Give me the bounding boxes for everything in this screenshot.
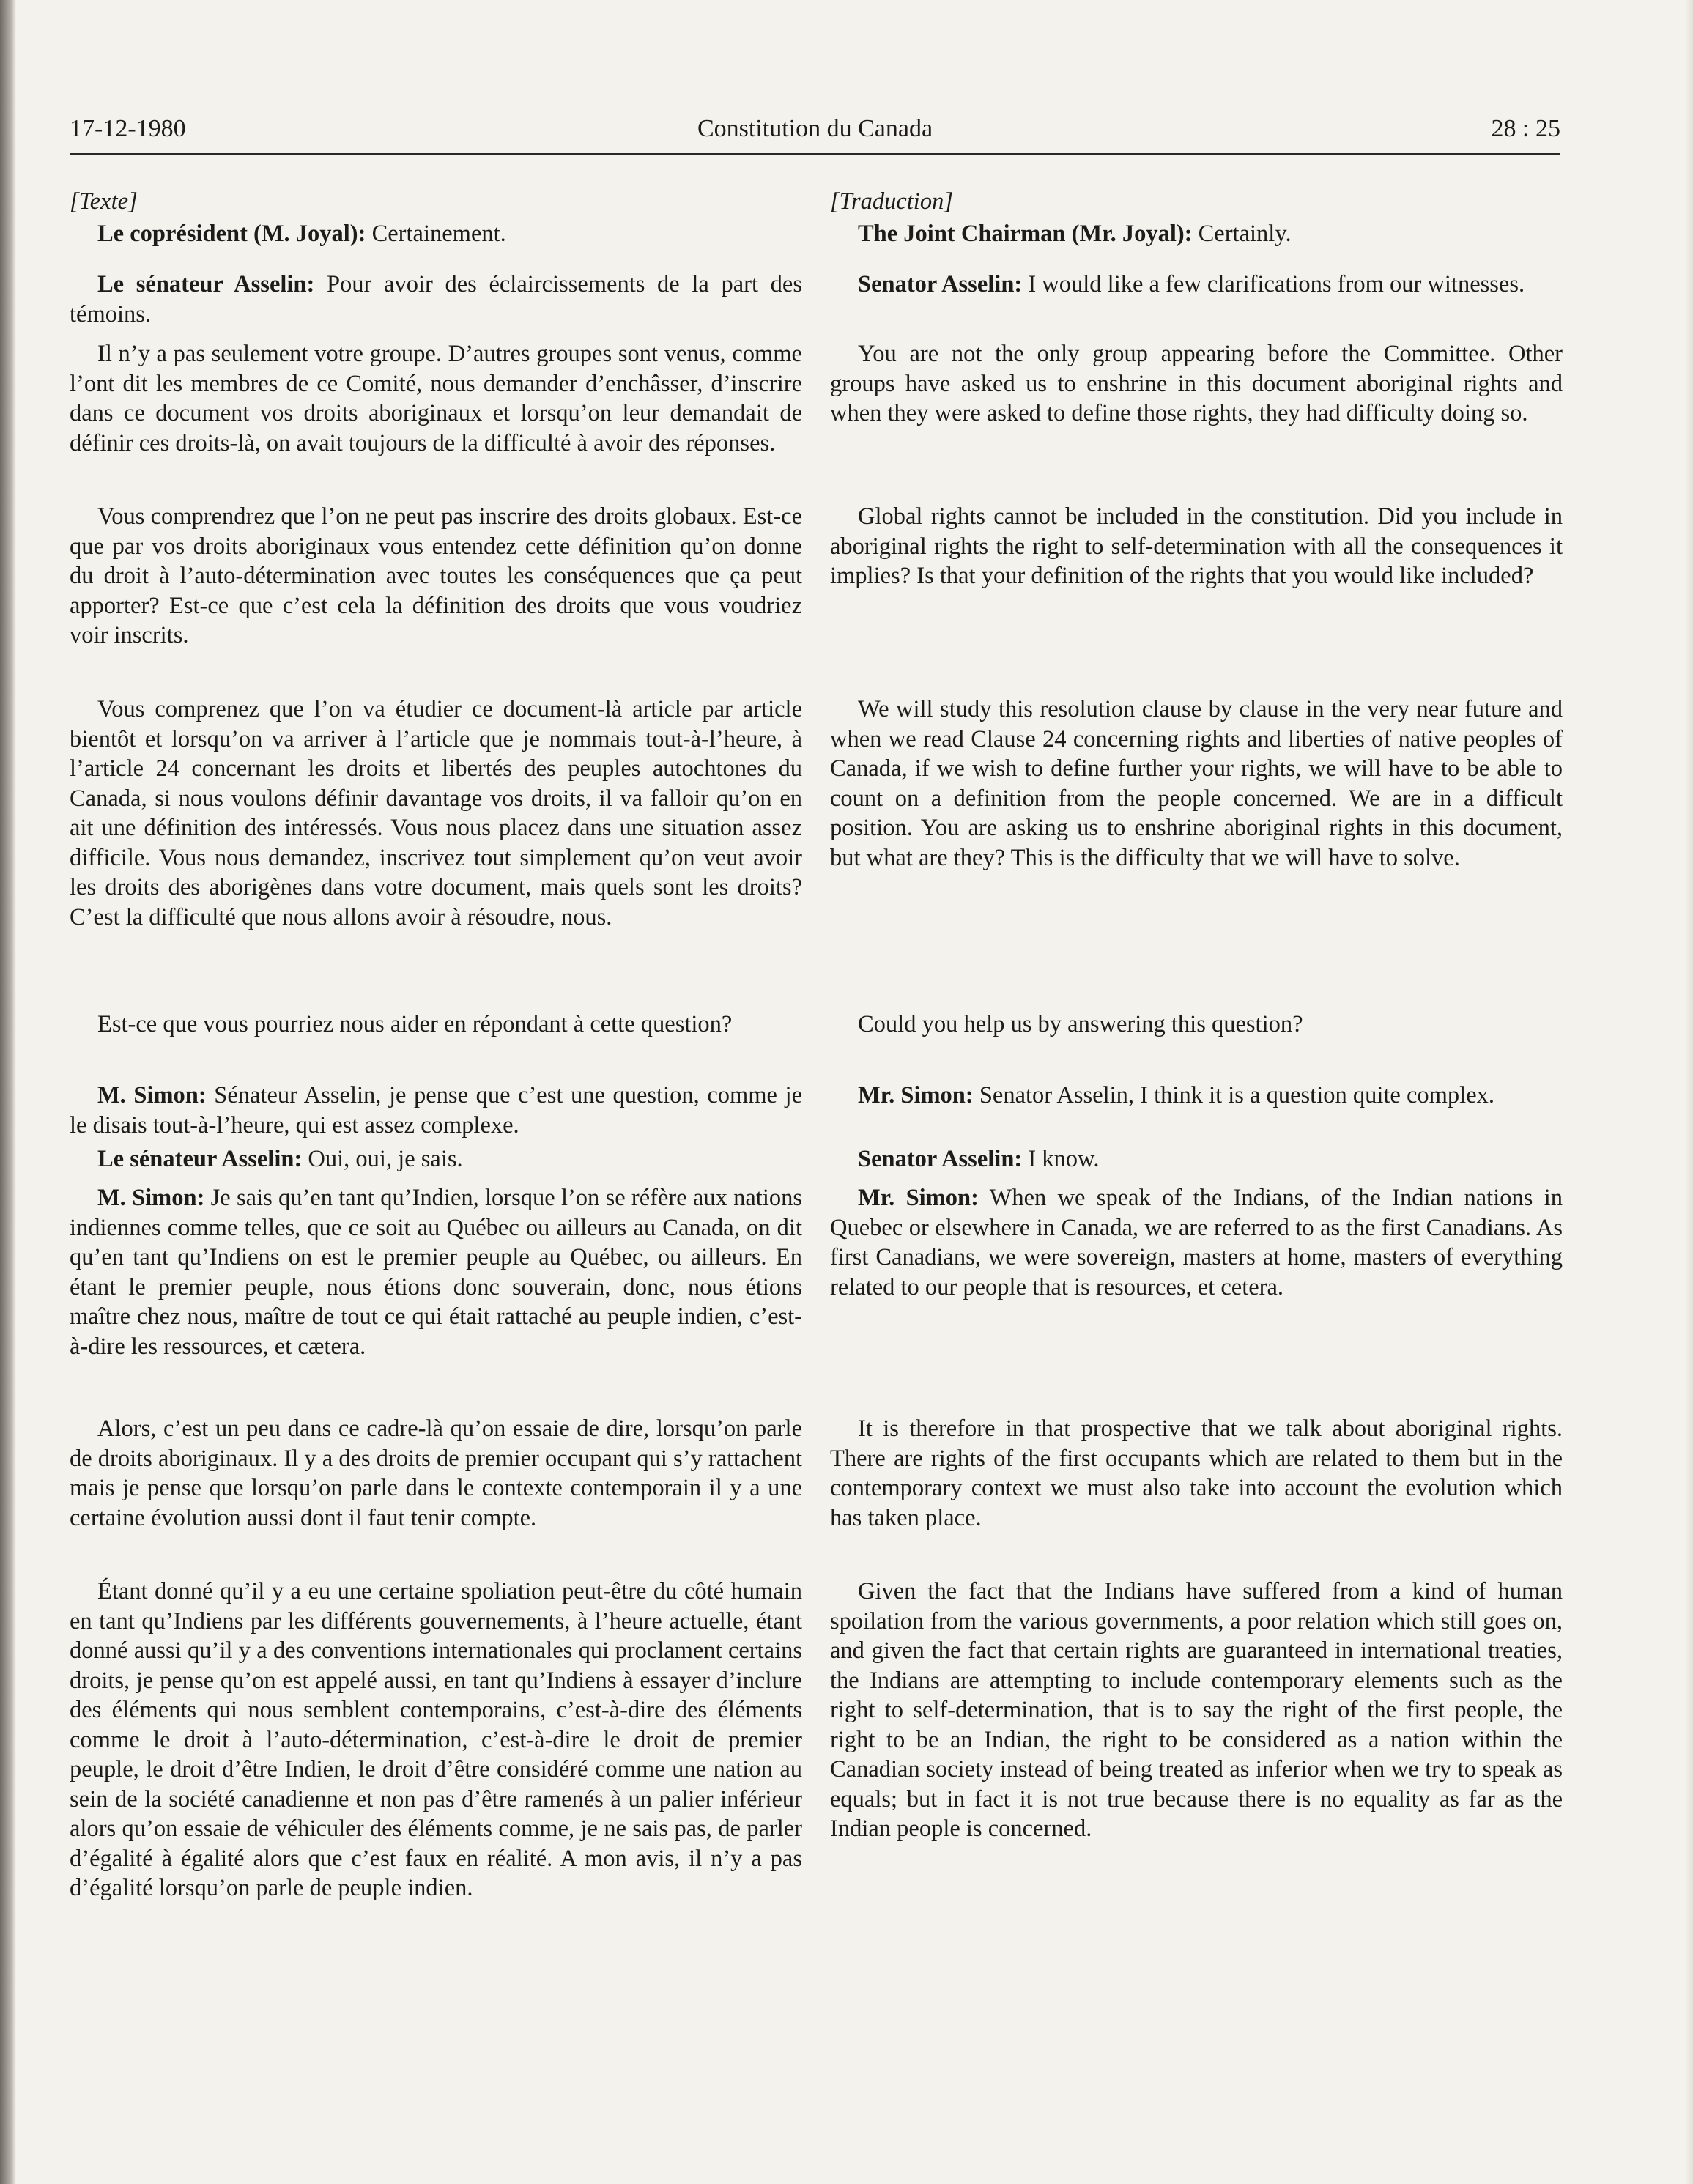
paragraph-4: Global rights cannot be included in the constitution. Did you include in aboriginal rights the right to self-determination with all the consequences it implies? Is that your definition of the rights that you would like included? [830, 503, 1563, 589]
paragraph-11: Given the fact that the Indians have suffered from a kind of human spoilation from the various governments, a poor relation which still goes on, and given the fact that certain rights are guaranteed in international treaties, the Indians are attempting to include contemporary elements such as the right to self-determination, that is to say the right of the first people, the right to be an Indian, the right to be considered as a nation within the Canadian society instead of being treated as inferior when we try to speak as equals; but in fact it is not true because there is no equality as far as the Indian people is concerned. [830, 1578, 1563, 1842]
section-tag-label: Texte [78, 188, 129, 215]
speaker-label: M. Simon: [97, 1082, 207, 1108]
section-tag-texte: [Texte] [70, 188, 138, 215]
speaker-label: Senator Asselin: [858, 1146, 1023, 1172]
header-title: Constitution du Canada [697, 115, 933, 142]
paragraph-8 [70, 1144, 802, 1174]
header-page-number: 28 : 25 [1491, 115, 1560, 142]
paragraph-3: You are not the only group appearing before the Committee. Other groups have asked us to enshrine in this document aboriginal rights and when they were asked to define those rights, they had difficulty doing so. [830, 341, 1563, 426]
speech-text: Je sais qu’en tant qu’Indien, lorsque l’on se réfère aux nations indiennes comme telles, que ce soit au Québec ou ailleurs au Canada, on dit qu’en tant qu’Indiens on est le premier peuple au Québec, ou ailleurs. En étant le premier peuple, nous étions donc souverain, donc, nous étions maître chez nous, maître de tout ce qui était rattaché au peuple indien, c’est-à-dire les ressources, et cætera. [70, 1185, 802, 1360]
speech-text: I know. [1028, 1146, 1100, 1172]
section-tag-traduction: [Traduction] [830, 188, 953, 215]
paragraph-6: Could you help us by answering this question? [858, 1011, 1303, 1037]
speech-text: Certainement. [371, 221, 506, 247]
paragraph-1 [70, 219, 802, 249]
speaker-label: Le sénateur Asselin: [97, 271, 315, 297]
speaker-label: Le coprésident (M. Joyal): [97, 221, 366, 247]
paragraph-1 [830, 219, 1563, 249]
paragraph-11: Étant donné qu’il y a eu une certaine spoliation peut-être du côté humain en tant qu’Indiens par les différents gouvernements, à l’heure actuelle, étant donné aussi qu’il y a des conventions internationales qui proclament certains droits, je pense qu’on est appelé aussi, en tant qu’Indiens à essayer d’inclure des éléments qui nous semblent contemporains, c’est-à-dire des éléments comme le droit à l’auto-détermination, c’est-à-dire le droit de premier peuple, le droit d’être Indien, le droit d’être considéré comme une nation au sein de la société canadienne et non pas d’être ramenés à un palier inférieur alors qu’on essaie de véhiculer des éléments comme, je ne sais pas, de parler d’égalité à égalité alors que c’est faux en réalité. A mon avis, il n’y a pas d’égalité lorsqu’on parle de peuple indien. [70, 1578, 802, 1901]
paragraph-6: Est-ce que vous pourriez nous aider en répondant à cette question? [97, 1011, 733, 1037]
speaker-label: Senator Asselin: [858, 271, 1023, 297]
paragraph-4: Vous comprendrez que l’on ne peut pas inscrire des droits globaux. Est-ce que par vos droits aboriginaux vous entendez cette définition qu’on donne du droit à l’auto-détermination avec toutes les conséquences que ça peut apporter? Est-ce que c’est cela la définition des droits que vous voudriez voir inscrits. [70, 503, 802, 648]
speech-text: Pour avoir des éclaircissements de la part des témoins. [70, 271, 802, 327]
speaker-label: M. Simon: [97, 1185, 205, 1211]
paragraph-7 [830, 1081, 1563, 1111]
page-edge-shadow [1684, 0, 1693, 2184]
paragraph-5: We will study this resolution clause by clause in the very near future and when we read Clause 24 concerning rights and liberties of native peoples of Canada, if we wish to define further your rights, we will have to be able to count on a definition from the people concerned. We are in a difficult position. You are asking us to enshrine aboriginal rights in this document, but what are they? This is the difficulty that we will have to solve. [830, 696, 1563, 871]
running-header [70, 112, 1560, 150]
page-binding-shadow [0, 0, 16, 2184]
speech-text: Sénateur Asselin, je pense que c’est une question, comme je le disais tout-à-l’heure, qui est assez complexe. [70, 1082, 803, 1139]
speech-text: I would like a few clarifications from our witnesses. [1028, 271, 1525, 297]
paragraph-7 [70, 1081, 802, 1140]
section-tag-label: Traduction [839, 188, 944, 215]
speaker-label: Mr. Simon: [858, 1185, 979, 1211]
header-rule [70, 153, 1560, 155]
speaker-label: Mr. Simon: [858, 1082, 974, 1108]
paragraph-5: Vous comprenez que l’on va étudier ce document-là article par article bientôt et lorsqu’on va arriver à l’article que je nommais tout-à-l’heure, à l’article 24 concernant les droits et libertés des peuples autochtones du Canada, si nous voulons définir davantage vos droits, il va falloir qu’on en ait une définition des intéressés. Vous nous placez dans une situation assez difficile. Vous nous demandez, inscrivez tout simplement qu’on veut avoir les droits des aborigènes dans votre document, mais quels sont les droits? C’est la difficulté que nous allons avoir à résoudre, nous. [70, 696, 802, 930]
paragraph-9 [70, 1183, 802, 1361]
paragraph-3: Il n’y a pas seulement votre groupe. D’autres groupes sont venus, comme l’ont dit les membres de ce Comité, nous demander d’enchâsser, d’inscrire dans ce document vos droits aboriginaux et lorsqu’on leur demandait de définir ces droits-là, on avait toujours de la difficulté à avoir des réponses. [70, 341, 802, 456]
speech-text: When we speak of the Indians, of the Indian nations in Quebec or elsewhere in Canada, we are referred to as the first Canadians. As first Canadians, we were sovereign, masters at home, masters of everything related to our people that is resources, et cetera. [830, 1185, 1563, 1300]
speech-text: Oui, oui, je sais. [308, 1146, 463, 1172]
paragraph-10: Alors, c’est un peu dans ce cadre-là qu’on essaie de dire, lorsqu’on parle de droits aboriginaux. Il y a des droits de premier occupant qui s’y rattachent mais je pense que lorsqu’on parle dans le contexte contemporain il y a une certaine évolution aussi dont il faut tenir compte. [70, 1415, 802, 1531]
speech-text: Senator Asselin, I think it is a question quite complex. [979, 1082, 1495, 1108]
paragraph-8 [830, 1144, 1563, 1174]
speaker-label: The Joint Chairman (Mr. Joyal): [858, 221, 1193, 247]
paragraph-9 [830, 1183, 1563, 1302]
speaker-label: Le sénateur Asselin: [97, 1146, 303, 1172]
header-date: 17-12-1980 [70, 115, 186, 142]
paragraph-2 [830, 270, 1563, 300]
speech-text: Certainly. [1198, 221, 1292, 247]
paragraph-10: It is therefore in that prospective that we talk about aboriginal rights. There are rights of the first occupants which are related to them but in the contemporary context we must also take into account the evolution which has taken place. [830, 1415, 1563, 1531]
paragraph-2 [70, 270, 802, 329]
